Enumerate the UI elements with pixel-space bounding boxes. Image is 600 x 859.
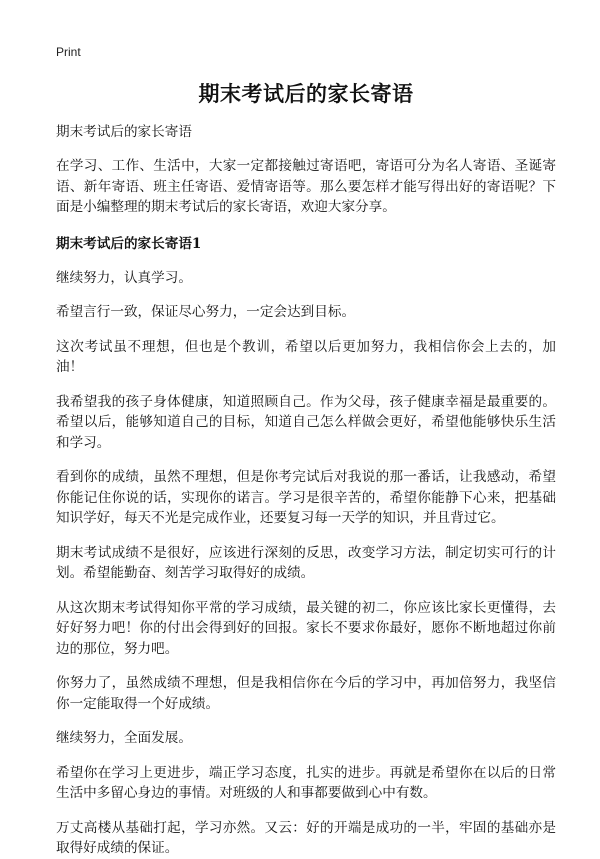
intro-paragraph: 在学习、工作、生活中，大家一定都接触过寄语吧，寄语可分为名人寄语、圣诞寄语、新年寄语、班主任寄语、爱情寄语等。那么要怎样才能写得出好的寄语呢？下面是小编整理的期末考试后的家长寄语，欢迎大家分享。 (56, 158, 556, 215)
paragraph-10: 希望你在学习上更进步，端正学习态度，扎实的进步。再就是希望你在以后的日常生活中多留心身边的事情。对班级的人和事都要做到心中有数。 (56, 764, 556, 801)
paragraph-9: 继续努力，全面发展。 (56, 730, 192, 746)
paragraph-8: 你努力了，虽然成绩不理想，但是我相信你在今后的学习中，再加倍努力，我坚信你一定能取得一个好成绩。 (56, 675, 556, 712)
document-title: 期末考试后的家长寄语 (198, 81, 414, 106)
paragraph-4: 我希望我的孩子身体健康，知道照顾自己。作为父母，孩子健康幸福是最重要的。希望以后，能够知道自己的目标，知道自己怎么样做会更好，希望他能够快乐生活和学习。 (56, 393, 556, 451)
paragraph-5: 看到你的成绩，虽然不理想，但是你考完试后对我说的那一番话，让我感动，希望你能记住你说的话，实现你的诺言。学习是很辛苦的，希望你能静下心来，把基础知识学好，每天不光是完成作业，还要复习每一天学的知识，并且背过它。 (56, 469, 556, 526)
paragraph-6: 期末考试成绩不是很好，应该进行深刻的反思，改变学习方法，制定切实可行的计划。希望能勤奋、刻苦学习取得好的成绩。 (56, 544, 556, 581)
paragraph-1: 继续努力，认真学习。 (56, 269, 192, 286)
paragraph-7: 从这次期末考试得知你平常的学习成绩，最关键的初二，你应该比家长更懂得，去好好努力吧！你的付出会得到好的回报。家长不要求你最好，愿你不断地超过你前边的那位，努力吧。 (56, 599, 556, 657)
paragraph-3: 这次考试虽不理想，但也是个教训，希望以后更加努力，我相信你会上去的，加油！ (56, 338, 556, 375)
section-title: 期末考试后的家长寄语1 (56, 235, 202, 252)
paragraph-11: 万丈高楼从基础打起，学习亦然。又云：好的开端是成功的一半，牢固的基础亦是取得好成绩的保证。 (56, 819, 556, 856)
intro-title: 期末考试后的家长寄语 (56, 124, 192, 140)
paragraph-2: 希望言行一致，保证尽心努力，一定会达到目标。 (56, 304, 356, 320)
print-link[interactable]: Print (56, 45, 81, 59)
